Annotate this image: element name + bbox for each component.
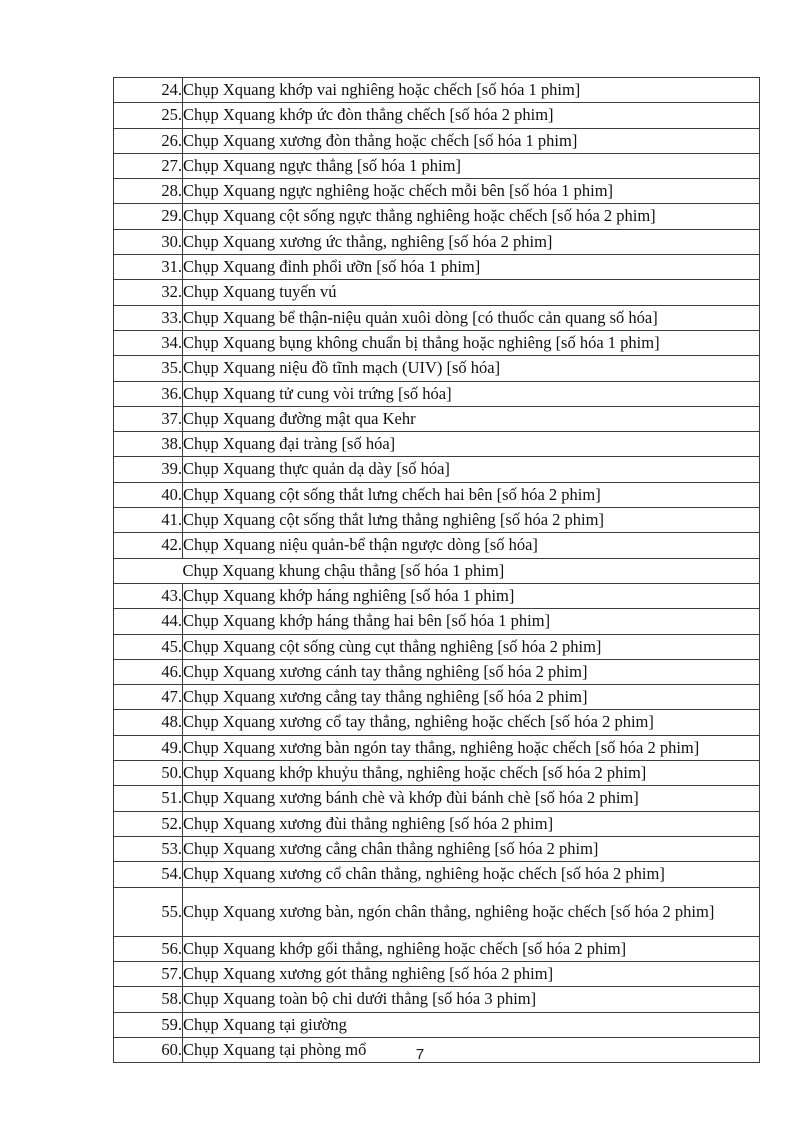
procedure-name-cell: Chụp Xquang cột sống thắt lưng thẳng nghiêng [số hóa 2 phim]: [183, 508, 760, 533]
procedure-name-cell: Chụp Xquang cột sống cùng cụt thẳng nghiêng [số hóa 2 phim]: [183, 634, 760, 659]
row-number-cell: 45.: [114, 634, 183, 659]
table-row: [114, 609, 760, 634]
row-number-cell: 24.: [114, 78, 183, 103]
table-row: [114, 786, 760, 811]
table-row: [114, 305, 760, 330]
row-number-cell: 43.: [114, 583, 183, 608]
procedure-name-cell: Chụp Xquang khớp gối thẳng, nghiêng hoặc chếch [số hóa 2 phim]: [183, 936, 760, 961]
row-number-cell: 47.: [114, 685, 183, 710]
row-number-cell: 50.: [114, 761, 183, 786]
procedure-name-cell: Chụp Xquang xương cẳng tay thẳng nghiêng [số hóa 2 phim]: [183, 685, 760, 710]
row-number-cell: 52.: [114, 811, 183, 836]
row-number-cell: 42.: [114, 533, 183, 558]
procedure-name-cell: Chụp Xquang xương cẳng chân thẳng nghiêng [số hóa 2 phim]: [183, 836, 760, 861]
row-number-cell: 32.: [114, 280, 183, 305]
procedure-name-cell: Chụp Xquang khớp háng nghiêng [số hóa 1 phim]: [183, 583, 760, 608]
procedure-name-cell: Chụp Xquang cột sống thắt lưng chếch hai bên [số hóa 2 phim]: [183, 482, 760, 507]
row-number-cell: 40.: [114, 482, 183, 507]
table-row: [114, 78, 760, 103]
row-number-cell: 54.: [114, 862, 183, 887]
table-row: [114, 179, 760, 204]
procedure-name-cell: Chụp Xquang xương gót thẳng nghiêng [số hóa 2 phim]: [183, 962, 760, 987]
table-row: [114, 330, 760, 355]
procedure-name-cell: Chụp Xquang xương cổ chân thẳng, nghiêng hoặc chếch [số hóa 2 phim]: [183, 862, 760, 887]
procedure-name-cell: Chụp Xquang niệu quản-bể thận ngược dòng [số hóa]: [183, 533, 760, 558]
procedure-name-cell: Chụp Xquang khung chậu thẳng [số hóa 1 phim]: [183, 558, 760, 583]
procedure-name-cell: Chụp Xquang xương cánh tay thẳng nghiêng [số hóa 2 phim]: [183, 659, 760, 684]
row-number-cell: [114, 558, 183, 583]
procedure-name-cell: Chụp Xquang khớp vai nghiêng hoặc chếch [số hóa 1 phim]: [183, 78, 760, 103]
table-row: [114, 204, 760, 229]
row-number-cell: 36.: [114, 381, 183, 406]
table-row: [114, 457, 760, 482]
table-row: [114, 987, 760, 1012]
row-number-cell: 34.: [114, 330, 183, 355]
row-number-cell: 25.: [114, 103, 183, 128]
row-number-cell: 48.: [114, 710, 183, 735]
row-number-cell: 30.: [114, 229, 183, 254]
table-row: [114, 887, 760, 936]
row-number-cell: 35.: [114, 356, 183, 381]
procedure-name-cell: Chụp Xquang tuyến vú: [183, 280, 760, 305]
table-row: [114, 128, 760, 153]
table-row: [114, 634, 760, 659]
procedure-name-cell: Chụp Xquang bụng không chuẩn bị thẳng hoặc nghiêng [số hóa 1 phim]: [183, 330, 760, 355]
table-row: [114, 583, 760, 608]
row-number-cell: 33.: [114, 305, 183, 330]
procedure-name-cell: Chụp Xquang tại phòng mổ: [183, 1038, 760, 1063]
table-row: [114, 710, 760, 735]
row-number-cell: 56.: [114, 936, 183, 961]
row-number-cell: 38.: [114, 432, 183, 457]
procedure-name-cell: Chụp Xquang toàn bộ chi dưới thẳng [số hóa 3 phim]: [183, 987, 760, 1012]
procedure-name-cell: Chụp Xquang xương bánh chè và khớp đùi bánh chè [số hóa 2 phim]: [183, 786, 760, 811]
procedure-name-cell: Chụp Xquang khớp ức đòn thẳng chếch [số hóa 2 phim]: [183, 103, 760, 128]
procedure-table: [113, 77, 760, 1063]
table-row: [114, 936, 760, 961]
procedure-name-cell: Chụp Xquang đỉnh phổi ưỡn [số hóa 1 phim]: [183, 255, 760, 280]
table-row: [114, 836, 760, 861]
procedure-name-cell: Chụp Xquang niệu đồ tĩnh mạch (UIV) [số hóa]: [183, 356, 760, 381]
row-number-cell: 53.: [114, 836, 183, 861]
table-row: [114, 508, 760, 533]
row-number-cell: 37.: [114, 406, 183, 431]
table-row: [114, 659, 760, 684]
table-row: [114, 153, 760, 178]
table-row: [114, 255, 760, 280]
row-number-cell: 55.: [114, 887, 183, 936]
procedure-name-cell: Chụp Xquang ngực nghiêng hoặc chếch mỗi bên [số hóa 1 phim]: [183, 179, 760, 204]
procedure-name-cell: Chụp Xquang xương đòn thẳng hoặc chếch [số hóa 1 phim]: [183, 128, 760, 153]
row-number-cell: 29.: [114, 204, 183, 229]
row-number-cell: 60.: [114, 1038, 183, 1063]
table-row: [114, 356, 760, 381]
procedure-name-cell: Chụp Xquang xương bàn, ngón chân thẳng, nghiêng hoặc chếch [số hóa 2 phim]: [183, 887, 760, 936]
row-number-cell: 27.: [114, 153, 183, 178]
row-number-cell: 49.: [114, 735, 183, 760]
row-number-cell: 44.: [114, 609, 183, 634]
table-row: [114, 685, 760, 710]
table-row: [114, 735, 760, 760]
procedure-name-cell: Chụp Xquang tại giường: [183, 1012, 760, 1037]
procedure-table-body: [114, 78, 760, 1063]
table-row: [114, 761, 760, 786]
table-row: [114, 482, 760, 507]
procedure-name-cell: Chụp Xquang xương ức thẳng, nghiêng [số hóa 2 phim]: [183, 229, 760, 254]
row-number-cell: 28.: [114, 179, 183, 204]
row-number-cell: 58.: [114, 987, 183, 1012]
row-number-cell: 41.: [114, 508, 183, 533]
row-number-cell: 59.: [114, 1012, 183, 1037]
row-number-cell: 57.: [114, 962, 183, 987]
row-number-cell: 46.: [114, 659, 183, 684]
table-row: [114, 229, 760, 254]
procedure-name-cell: Chụp Xquang xương bàn ngón tay thẳng, nghiêng hoặc chếch [số hóa 2 phim]: [183, 735, 760, 760]
table-row: [114, 533, 760, 558]
table-row: [114, 811, 760, 836]
row-number-cell: 39.: [114, 457, 183, 482]
page-number: 7: [415, 1046, 425, 1063]
table-row: [114, 280, 760, 305]
procedure-name-cell: Chụp Xquang khớp khuỷu thẳng, nghiêng hoặc chếch [số hóa 2 phim]: [183, 761, 760, 786]
table-row: [114, 1012, 760, 1037]
table-row: [114, 962, 760, 987]
procedure-name-cell: Chụp Xquang thực quản dạ dày [số hóa]: [183, 457, 760, 482]
procedure-name-cell: Chụp Xquang đường mật qua Kehr: [183, 406, 760, 431]
table-row: [114, 381, 760, 406]
procedure-name-cell: Chụp Xquang ngực thẳng [số hóa 1 phim]: [183, 153, 760, 178]
table-row: [114, 558, 760, 583]
table-row: [114, 432, 760, 457]
procedure-name-cell: Chụp Xquang xương đùi thẳng nghiêng [số hóa 2 phim]: [183, 811, 760, 836]
procedure-name-cell: Chụp Xquang khớp háng thẳng hai bên [số hóa 1 phim]: [183, 609, 760, 634]
procedure-name-cell: Chụp Xquang bể thận-niệu quản xuôi dòng [có thuốc cản quang số hóa]: [183, 305, 760, 330]
procedure-name-cell: Chụp Xquang xương cổ tay thẳng, nghiêng hoặc chếch [số hóa 2 phim]: [183, 710, 760, 735]
row-number-cell: 51.: [114, 786, 183, 811]
table-row: [114, 406, 760, 431]
row-number-cell: 26.: [114, 128, 183, 153]
procedure-name-cell: Chụp Xquang đại tràng [số hóa]: [183, 432, 760, 457]
procedure-name-cell: Chụp Xquang tử cung vòi trứng [số hóa]: [183, 381, 760, 406]
row-number-cell: 31.: [114, 255, 183, 280]
procedure-name-cell: Chụp Xquang cột sống ngực thẳng nghiêng hoặc chếch [số hóa 2 phim]: [183, 204, 760, 229]
table-row: [114, 862, 760, 887]
table-row: [114, 103, 760, 128]
